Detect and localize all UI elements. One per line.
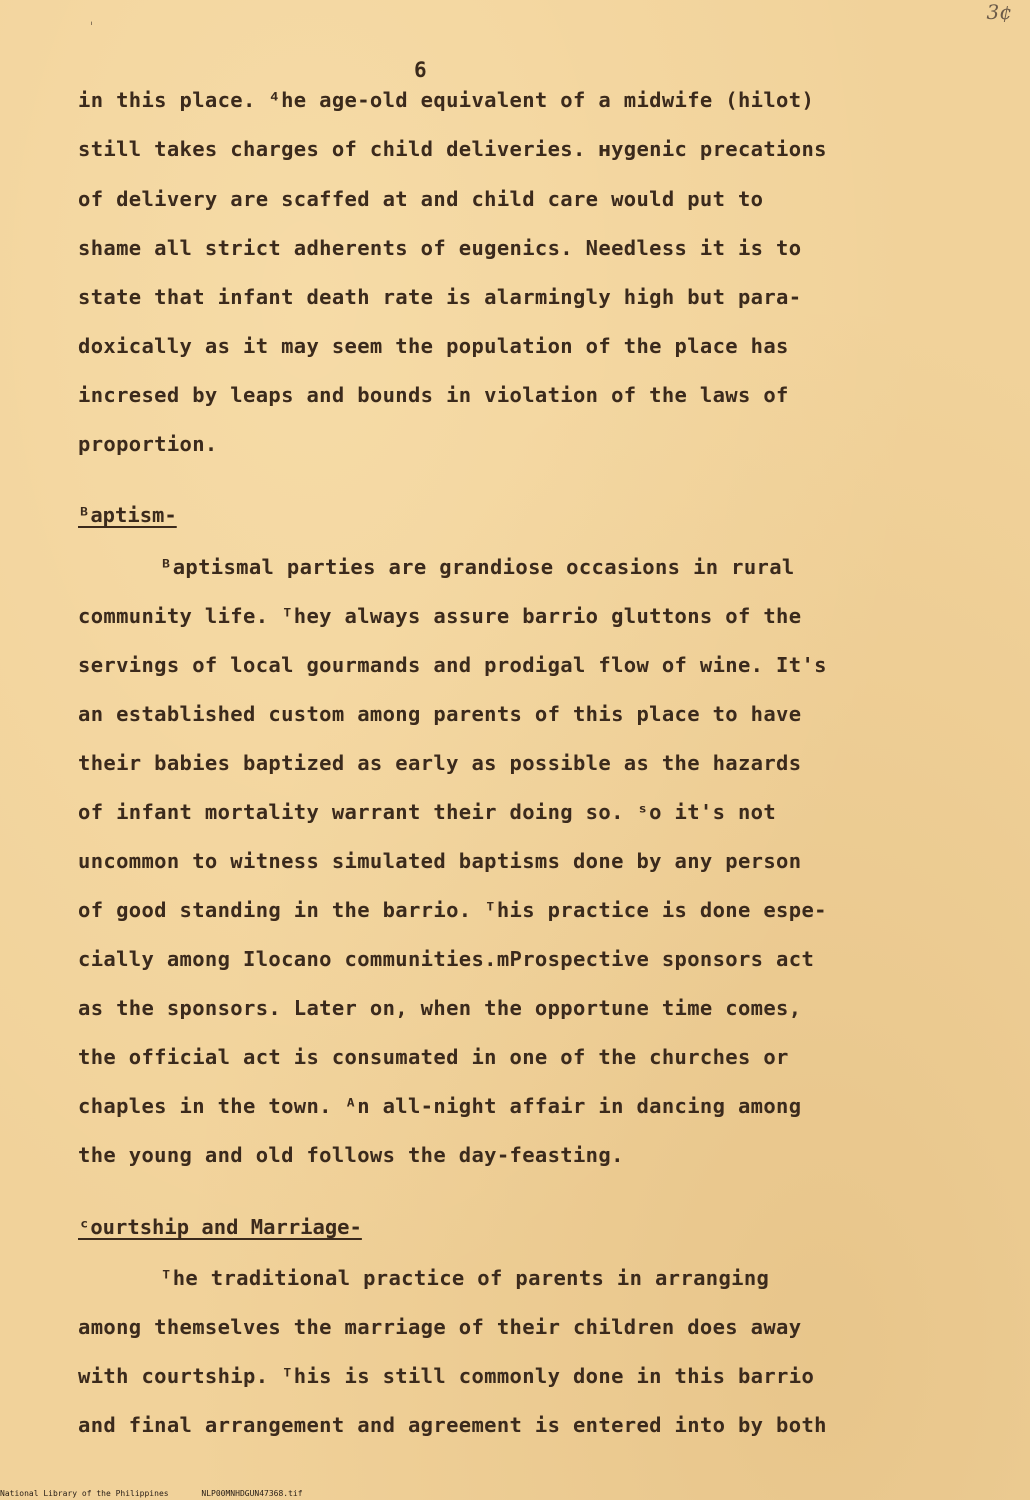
paragraph-line: cially among Ilocano communities.mProspective sponsors act [78,947,815,971]
section-heading-courtship: ᶜourtship and Marriage- [78,1215,362,1239]
paragraph-line: of infant mortality warrant their doing so. ˢo it's not [78,800,777,824]
section-heading-baptism: ᴮaptism- [78,503,177,527]
scan-footer [0,1489,331,1498]
paragraph-line: the young and old follows the day-feasting. [78,1143,624,1167]
paragraph-line: ᵀhe traditional practice of parents in arranging [160,1266,770,1290]
paragraph-line: of good standing in the barrio. ᵀhis practice is done espe- [78,898,827,922]
footer-filename: NLP00MNHDGUN47368.tif [201,1489,303,1498]
paragraph-line: and final arrangement and agreement is entered into by both [78,1413,827,1437]
margin-mark: ˌ [88,12,96,26]
corner-annotation: 3¢ [986,0,1012,24]
page-number: 6 [414,58,427,82]
paragraph-line: among themselves the marriage of their children does away [78,1315,802,1339]
paragraph-line: servings of local gourmands and prodigal flow of wine. It's [78,653,827,677]
paragraph-line: in this place. ⁴he age-old equivalent of a midwife (hilot) [78,88,815,112]
paragraph-line: the official act is consumated in one of the churches or [78,1045,789,1069]
paragraph-line: still takes charges of child deliveries. ʜygenic precations [78,137,827,161]
paragraph-line: with courtship. ᵀhis is still commonly done in this barrio [78,1364,815,1388]
paragraph-line: of delivery are scaffed at and child care would put to [78,187,764,211]
paragraph-line: ᴮaptismal parties are grandiose occasions in rural [160,555,795,579]
paragraph-line: uncommon to witness simulated baptisms done by any person [78,849,802,873]
paragraph-line: their babies baptized as early as possible as the hazards [78,751,802,775]
paragraph-line: an established custom among parents of this place to have [78,702,802,726]
paragraph-line: state that infant death rate is alarmingly high but para- [78,285,802,309]
paragraph-line: chaples in the town. ᴬn all-night affair in dancing among [78,1094,802,1118]
paragraph-line: doxically as it may seem the population of the place has [78,334,789,358]
paragraph-line: as the sponsors. Later on, when the opportune time comes, [78,996,802,1020]
paragraph-line: community life. ᵀhey always assure barrio gluttons of the [78,604,802,628]
paragraph-line: shame all strict adherents of eugenics. Needless it is to [78,236,802,260]
paragraph-line: incresed by leaps and bounds in violation of the laws of [78,383,789,407]
paragraph-line: proportion. [78,432,218,456]
footer-library: National Library of the Philippines [0,1489,169,1498]
